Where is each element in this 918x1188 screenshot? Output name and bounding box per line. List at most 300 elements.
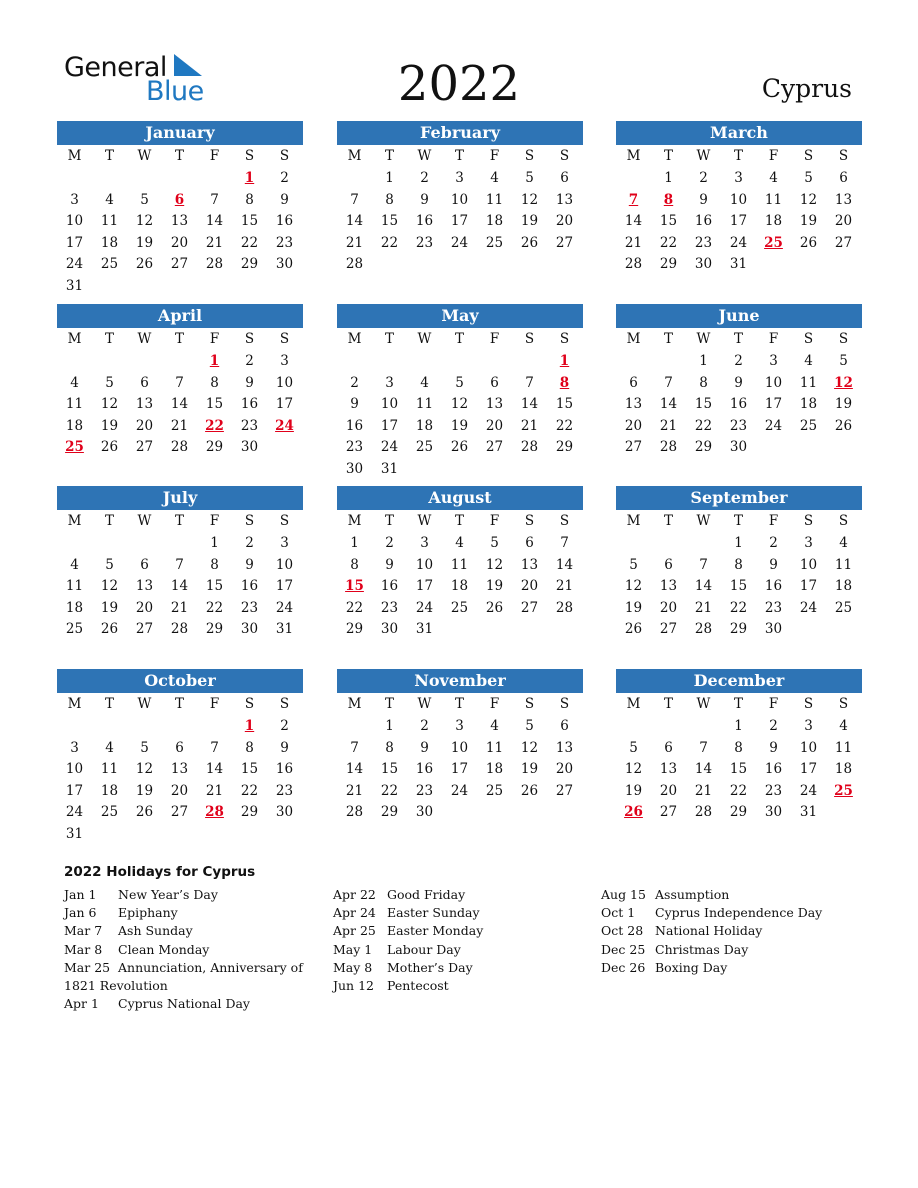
holiday-row — [333, 959, 583, 977]
day-cell: 29 — [659, 256, 678, 273]
empty-day-cell — [616, 351, 651, 373]
empty-day-cell — [57, 351, 92, 373]
weekday-header: W — [417, 513, 432, 529]
day-cell: 12 — [520, 739, 539, 756]
month-april — [57, 304, 303, 459]
day-cell: 5 — [455, 374, 464, 391]
day-cell: 8 — [385, 191, 394, 208]
weekday-header: S — [803, 148, 814, 164]
day-cell: 18 — [764, 213, 783, 230]
empty-day-cell — [127, 533, 162, 555]
weekday-header: S — [838, 696, 849, 712]
day-cell: 13 — [135, 578, 154, 595]
day-cell: 30 — [694, 256, 713, 273]
day-cell: 23 — [729, 417, 748, 434]
month-day-grid — [616, 693, 862, 824]
day-cell: 2 — [699, 170, 708, 186]
holiday-row — [601, 904, 851, 922]
day-cell: 2 — [245, 535, 254, 551]
day-cell: 21 — [345, 782, 364, 799]
day-cell: 16 — [240, 396, 259, 413]
day-cell: 20 — [624, 417, 643, 434]
weekday-header: S — [559, 513, 570, 529]
weekday-header: S — [524, 331, 535, 347]
day-cell: 31 — [799, 804, 818, 821]
weekday-header: T — [454, 696, 464, 712]
day-cell: 9 — [280, 739, 289, 756]
day-cell: 24 — [65, 256, 84, 273]
day-cell: 5 — [525, 718, 534, 734]
day-cell: 24 — [799, 782, 818, 799]
month-february — [337, 121, 583, 276]
holiday-date: Apr 22 — [333, 887, 376, 902]
day-cell: 9 — [699, 191, 708, 208]
weekday-header: F — [768, 696, 779, 712]
day-cell: 31 — [380, 460, 399, 477]
day-cell: 25 — [415, 439, 434, 456]
day-cell: 17 — [275, 396, 294, 413]
month-day-grid — [57, 693, 303, 846]
day-cell: 20 — [659, 599, 678, 616]
weekday-header: W — [696, 696, 711, 712]
day-cell: 2 — [769, 535, 778, 551]
day-cell: 26 — [834, 417, 853, 434]
day-cell: 9 — [280, 191, 289, 208]
weekday-header: T — [104, 331, 114, 347]
day-cell: 13 — [170, 213, 189, 230]
day-cell: 27 — [555, 234, 574, 251]
day-cell: 24 — [799, 599, 818, 616]
weekday-header: F — [489, 331, 500, 347]
day-cell: 19 — [135, 234, 154, 251]
day-cell: 11 — [100, 761, 119, 778]
day-cell: 18 — [834, 578, 853, 595]
weekday-header: S — [803, 331, 814, 347]
holiday-name-continuation: 1821 Revolution — [64, 978, 168, 994]
day-cell: 6 — [664, 739, 673, 756]
day-cell: 27 — [170, 804, 189, 821]
month-day-grid — [337, 328, 583, 481]
weekday-header: F — [489, 148, 500, 164]
day-cell: 22 — [659, 234, 678, 251]
day-cell: 14 — [520, 396, 539, 413]
holiday-name: Pentecost — [387, 978, 449, 994]
day-cell: 5 — [105, 374, 114, 391]
day-cell: 14 — [205, 213, 224, 230]
day-cell: 22 — [729, 782, 748, 799]
day-cell: 12 — [624, 578, 643, 595]
day-cell: 28 — [555, 599, 574, 616]
weekday-header: S — [838, 148, 849, 164]
weekday-header: T — [733, 148, 743, 164]
day-cell: 15 — [555, 396, 574, 413]
day-cell: 8 — [210, 556, 219, 573]
day-cell: 3 — [804, 535, 813, 551]
day-cell: 23 — [764, 782, 783, 799]
day-cell: 8 — [210, 374, 219, 391]
day-cell: 24 — [450, 234, 469, 251]
holiday-day-cell: 6 — [174, 191, 185, 208]
day-cell: 19 — [450, 417, 469, 434]
day-cell: 22 — [380, 234, 399, 251]
day-cell: 17 — [799, 578, 818, 595]
day-cell: 11 — [415, 396, 434, 413]
day-cell: 10 — [799, 556, 818, 573]
day-cell: 26 — [450, 439, 469, 456]
day-cell: 15 — [659, 213, 678, 230]
day-cell: 12 — [100, 396, 119, 413]
day-cell: 17 — [764, 396, 783, 413]
day-cell: 7 — [664, 374, 673, 391]
day-cell: 2 — [420, 170, 429, 186]
weekday-header: F — [768, 148, 779, 164]
day-cell: 5 — [629, 556, 638, 573]
day-cell: 29 — [205, 439, 224, 456]
day-cell: 7 — [350, 191, 359, 208]
day-cell: 26 — [520, 234, 539, 251]
day-cell: 11 — [450, 556, 469, 573]
weekday-header: S — [803, 513, 814, 529]
day-cell: 15 — [380, 761, 399, 778]
month-day-grid — [337, 693, 583, 824]
weekday-header: S — [279, 696, 290, 712]
day-cell: 6 — [839, 170, 848, 186]
month-august — [337, 486, 583, 641]
holiday-column — [333, 886, 583, 995]
month-may — [337, 304, 583, 481]
day-cell: 12 — [135, 761, 154, 778]
weekday-header: F — [768, 513, 779, 529]
weekday-header: T — [733, 513, 743, 529]
day-cell: 3 — [385, 374, 394, 391]
holiday-row — [64, 941, 314, 959]
day-cell: 27 — [485, 439, 504, 456]
weekday-header: S — [838, 331, 849, 347]
day-cell: 16 — [275, 213, 294, 230]
day-cell: 8 — [734, 556, 743, 573]
weekday-header: S — [559, 331, 570, 347]
day-cell: 17 — [450, 761, 469, 778]
day-cell: 7 — [210, 191, 219, 208]
holiday-name: Annunciation, Anniversary of — [118, 959, 303, 975]
day-cell: 4 — [70, 374, 79, 391]
holidays-title: 2022 Holidays for Cyprus — [64, 864, 256, 880]
day-cell: 4 — [490, 718, 499, 734]
holiday-name: Good Friday — [387, 887, 466, 902]
day-cell: 5 — [525, 170, 534, 186]
day-cell: 3 — [769, 353, 778, 369]
weekday-header: W — [696, 331, 711, 347]
holiday-row — [333, 886, 583, 904]
day-cell: 21 — [205, 782, 224, 799]
day-cell: 23 — [240, 599, 259, 616]
empty-day-cell — [616, 168, 651, 190]
day-cell: 31 — [275, 621, 294, 638]
month-january — [57, 121, 303, 298]
holiday-date: Jan 6 — [64, 905, 97, 921]
day-cell: 13 — [834, 191, 853, 208]
weekday-header: T — [384, 513, 394, 529]
month-day-grid — [57, 510, 303, 641]
day-cell: 3 — [70, 191, 79, 208]
weekday-header: T — [104, 696, 114, 712]
day-cell: 21 — [694, 599, 713, 616]
weekday-header: M — [626, 696, 641, 712]
holiday-row — [64, 995, 314, 1013]
day-cell: 14 — [170, 578, 189, 595]
day-cell: 4 — [105, 739, 114, 756]
day-cell: 1 — [385, 718, 394, 734]
day-cell: 18 — [415, 417, 434, 434]
day-cell: 8 — [385, 739, 394, 756]
day-cell: 27 — [135, 621, 154, 638]
day-cell: 4 — [839, 718, 848, 734]
weekday-header: M — [347, 331, 362, 347]
day-cell: 15 — [240, 213, 259, 230]
empty-day-cell — [162, 351, 197, 373]
day-cell: 13 — [135, 396, 154, 413]
day-cell: 17 — [65, 234, 84, 251]
day-cell: 10 — [65, 213, 84, 230]
day-cell: 30 — [275, 804, 294, 821]
holiday-date: Aug 15 — [601, 887, 646, 902]
day-cell: 30 — [380, 621, 399, 638]
weekday-header: T — [663, 331, 673, 347]
day-cell: 20 — [135, 599, 154, 616]
month-day-grid — [337, 145, 583, 276]
day-cell: 26 — [135, 804, 154, 821]
day-cell: 30 — [764, 621, 783, 638]
day-cell: 25 — [100, 256, 119, 273]
day-cell: 11 — [485, 191, 504, 208]
day-cell: 19 — [624, 782, 643, 799]
day-cell: 20 — [555, 761, 574, 778]
day-cell: 26 — [624, 621, 643, 638]
day-cell: 29 — [240, 804, 259, 821]
day-cell: 12 — [799, 191, 818, 208]
country-name: Cyprus — [761, 74, 852, 103]
holiday-name: Boxing Day — [655, 959, 728, 975]
day-cell: 11 — [834, 739, 853, 756]
weekday-header: T — [733, 331, 743, 347]
day-cell: 13 — [659, 578, 678, 595]
month-title: March — [616, 121, 862, 145]
weekday-header: S — [244, 513, 255, 529]
day-cell: 15 — [380, 213, 399, 230]
day-cell: 9 — [245, 374, 254, 391]
day-cell: 13 — [555, 739, 574, 756]
day-cell: 25 — [65, 621, 84, 638]
day-cell: 3 — [280, 353, 289, 369]
day-cell: 25 — [834, 599, 853, 616]
day-cell: 6 — [664, 556, 673, 573]
month-title: August — [337, 486, 583, 510]
weekday-header: F — [209, 331, 220, 347]
day-cell: 15 — [694, 396, 713, 413]
day-cell: 2 — [420, 718, 429, 734]
day-cell: 16 — [694, 213, 713, 230]
day-cell: 21 — [694, 782, 713, 799]
day-cell: 6 — [140, 374, 149, 391]
day-cell: 14 — [205, 761, 224, 778]
holiday-name: Assumption — [655, 887, 730, 902]
month-title: November — [337, 669, 583, 693]
day-cell: 6 — [490, 374, 499, 391]
day-cell: 13 — [555, 191, 574, 208]
day-cell: 7 — [175, 374, 184, 391]
weekday-header: W — [137, 331, 152, 347]
empty-day-cell — [337, 168, 372, 190]
holiday-name: Epiphany — [118, 905, 178, 921]
empty-day-cell — [127, 716, 162, 738]
day-cell: 1 — [699, 353, 708, 369]
empty-day-cell — [92, 168, 127, 190]
day-cell: 23 — [275, 782, 294, 799]
day-cell: 7 — [175, 556, 184, 573]
day-cell: 28 — [694, 804, 713, 821]
day-cell: 9 — [420, 739, 429, 756]
holiday-day-cell: 7 — [628, 191, 639, 208]
month-march — [616, 121, 862, 276]
day-cell: 23 — [380, 599, 399, 616]
day-cell: 1 — [664, 170, 673, 186]
holiday-row — [64, 904, 314, 922]
day-cell: 25 — [799, 417, 818, 434]
day-cell: 17 — [729, 213, 748, 230]
day-cell: 11 — [65, 578, 84, 595]
day-cell: 26 — [485, 599, 504, 616]
day-cell: 10 — [275, 556, 294, 573]
holiday-day-cell: 25 — [764, 234, 783, 251]
day-cell: 4 — [105, 191, 114, 208]
day-cell: 28 — [520, 439, 539, 456]
day-cell: 3 — [455, 170, 464, 186]
holiday-day-cell: 25 — [834, 782, 853, 799]
day-cell: 5 — [105, 556, 114, 573]
weekday-header: T — [384, 696, 394, 712]
day-cell: 22 — [729, 599, 748, 616]
month-june — [616, 304, 862, 459]
day-cell: 16 — [380, 578, 399, 595]
day-cell: 17 — [275, 578, 294, 595]
day-cell: 24 — [275, 599, 294, 616]
day-cell: 18 — [485, 213, 504, 230]
weekday-header: S — [838, 513, 849, 529]
holiday-row — [64, 959, 314, 977]
day-cell: 30 — [415, 804, 434, 821]
weekday-header: S — [279, 331, 290, 347]
day-cell: 24 — [415, 599, 434, 616]
holiday-row — [64, 922, 314, 940]
holiday-day-cell: 8 — [559, 374, 570, 391]
day-cell: 28 — [170, 621, 189, 638]
day-cell: 26 — [100, 439, 119, 456]
day-cell: 21 — [170, 417, 189, 434]
day-cell: 11 — [834, 556, 853, 573]
day-cell: 31 — [65, 825, 84, 842]
day-cell: 5 — [140, 739, 149, 756]
weekday-header: T — [104, 148, 114, 164]
day-cell: 3 — [455, 718, 464, 734]
day-cell: 9 — [769, 739, 778, 756]
holiday-name: Labour Day — [387, 941, 461, 957]
empty-day-cell — [372, 351, 407, 373]
holiday-date: Mar 7 — [64, 923, 103, 939]
day-cell: 4 — [839, 535, 848, 551]
day-cell: 24 — [764, 417, 783, 434]
weekday-header: W — [696, 148, 711, 164]
day-cell: 29 — [694, 439, 713, 456]
day-cell: 17 — [799, 761, 818, 778]
holiday-date: Oct 1 — [601, 905, 636, 921]
month-november — [337, 669, 583, 824]
day-cell: 21 — [170, 599, 189, 616]
day-cell: 12 — [135, 213, 154, 230]
logo-text-blue: Blue — [146, 76, 204, 107]
day-cell: 11 — [65, 396, 84, 413]
holiday-row — [333, 977, 583, 995]
weekday-header: T — [104, 513, 114, 529]
day-cell: 4 — [769, 170, 778, 186]
day-cell: 7 — [525, 374, 534, 391]
empty-day-cell — [337, 351, 372, 373]
holiday-day-cell: 28 — [205, 804, 224, 821]
day-cell: 26 — [520, 782, 539, 799]
month-title: July — [57, 486, 303, 510]
day-cell: 13 — [659, 761, 678, 778]
month-day-grid — [616, 328, 862, 459]
day-cell: 21 — [659, 417, 678, 434]
empty-day-cell — [407, 351, 442, 373]
day-cell: 16 — [415, 213, 434, 230]
day-cell: 30 — [729, 439, 748, 456]
day-cell: 31 — [415, 621, 434, 638]
month-title: January — [57, 121, 303, 145]
day-cell: 24 — [380, 439, 399, 456]
day-cell: 18 — [799, 396, 818, 413]
day-cell: 16 — [764, 578, 783, 595]
holiday-column — [64, 886, 314, 1013]
day-cell: 9 — [350, 396, 359, 413]
day-cell: 15 — [729, 578, 748, 595]
day-cell: 23 — [415, 234, 434, 251]
month-october — [57, 669, 303, 846]
empty-day-cell — [512, 351, 547, 373]
holiday-day-cell: 1 — [244, 170, 255, 186]
day-cell: 22 — [380, 782, 399, 799]
holiday-date: Mar 8 — [64, 941, 103, 957]
day-cell: 21 — [624, 234, 643, 251]
empty-day-cell — [92, 716, 127, 738]
day-cell: 1 — [734, 718, 743, 734]
holiday-date: Dec 25 — [601, 941, 646, 957]
day-cell: 19 — [135, 782, 154, 799]
day-cell: 22 — [240, 234, 259, 251]
holiday-row — [333, 922, 583, 940]
holiday-name: National Holiday — [655, 923, 763, 939]
weekday-header: T — [663, 696, 673, 712]
day-cell: 3 — [734, 170, 743, 186]
calendar-year: 2022 — [397, 56, 521, 112]
day-cell: 28 — [659, 439, 678, 456]
month-title: December — [616, 669, 862, 693]
empty-day-cell — [442, 351, 477, 373]
day-cell: 5 — [629, 739, 638, 756]
weekday-header: W — [417, 331, 432, 347]
day-cell: 25 — [485, 234, 504, 251]
day-cell: 5 — [490, 535, 499, 551]
day-cell: 4 — [490, 170, 499, 186]
